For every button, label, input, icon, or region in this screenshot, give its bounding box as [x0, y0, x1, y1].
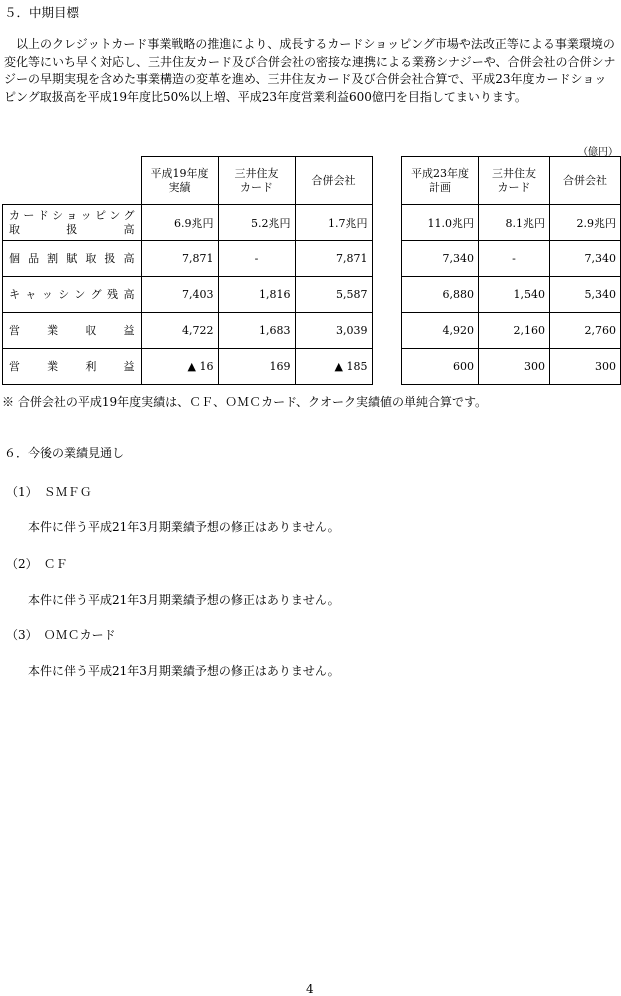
cell-smcc23: -	[479, 241, 550, 277]
table-row	[3, 313, 373, 349]
header-merged19: 合併会社	[295, 157, 372, 205]
cell-merged19: 3,039	[295, 313, 372, 349]
cell-merged23: 300	[550, 349, 621, 385]
header-smcc23: 三井住友 カード	[479, 157, 550, 205]
row-label: キャッシング残高	[3, 277, 142, 313]
cell-merged23: 2,760	[550, 313, 621, 349]
cell-fy23: 600	[402, 349, 479, 385]
cell-fy19: 7,403	[141, 277, 218, 313]
cell-smcc23: 8.1兆円	[479, 205, 550, 241]
cell-smcc19: 5.2兆円	[218, 205, 295, 241]
cell-merged23: 2.9兆円	[550, 205, 621, 241]
cell-smcc23: 300	[479, 349, 550, 385]
subsection-heading-omc: （3） ＯＭＣカード	[6, 628, 116, 642]
cell-fy23: 11.0兆円	[402, 205, 479, 241]
subsection-body-omc: 本件に伴う平成21年3月期業績予想の修正はありません。	[28, 664, 340, 678]
cell-merged19: 1.7兆円	[295, 205, 372, 241]
cell-smcc19: 1,816	[218, 277, 295, 313]
corner-cell	[3, 157, 142, 205]
header-fy19: 平成19年度 実績	[141, 157, 218, 205]
cell-merged23: 5,340	[550, 277, 621, 313]
section-5-paragraph: 以上のクレジットカード事業戦略の推進により、成長するカードショッピング市場や法改正等による事業環境の変化等にいち早く対応し、三井住友カード及び合併会社の密接な連携による業務シナジーや、合併会社の合併シナジーの早期実現を含めた事業構造の変革を進め、三井住友カード及び合併会社合算で、平成23年度カードショッピング取扱高を平成19年度比50%以上増、平成23年度営業利益600億円を目指してまいります。	[4, 37, 616, 104]
cell-smcc23: 2,160	[479, 313, 550, 349]
cell-merged19: 5,587	[295, 277, 372, 313]
row-label: 個品割賦取扱高	[3, 241, 142, 277]
table-row	[402, 313, 621, 349]
table-row	[402, 205, 621, 241]
cell-smcc19: 169	[218, 349, 295, 385]
cell-smcc23: 1,540	[479, 277, 550, 313]
table-row	[3, 349, 373, 385]
cell-fy19: 7,871	[141, 241, 218, 277]
page-number: 4	[306, 982, 314, 996]
cell-fy23: 6,880	[402, 277, 479, 313]
header-merged23: 合併会社	[550, 157, 621, 205]
cell-fy19: 4,722	[141, 313, 218, 349]
table-footnote: ※ 合併会社の平成19年度実績は、ＣＦ、ＯＭＣカード、クオーク実績値の単純合算です。	[2, 395, 488, 409]
cell-merged23: 7,340	[550, 241, 621, 277]
cell-fy19: 6.9兆円	[141, 205, 218, 241]
table-row	[402, 277, 621, 313]
row-label: カードショッピング 取 扱 高	[3, 205, 142, 241]
unit-label: （億円）	[578, 147, 618, 158]
subsection-heading-cf: （2） ＣＦ	[6, 557, 68, 571]
cell-fy23: 7,340	[402, 241, 479, 277]
fy23-plan-table	[401, 156, 621, 385]
cell-merged19: ▲ 185	[295, 349, 372, 385]
subsection-body-cf: 本件に伴う平成21年3月期業績予想の修正はありません。	[28, 593, 340, 607]
table-row	[3, 241, 373, 277]
table-row	[402, 241, 621, 277]
cell-smcc19: 1,683	[218, 313, 295, 349]
table-row	[3, 205, 373, 241]
cell-merged19: 7,871	[295, 241, 372, 277]
cell-smcc19: -	[218, 241, 295, 277]
subsection-body-smfg: 本件に伴う平成21年3月期業績予想の修正はありません。	[28, 520, 340, 534]
section-5-title: ５．中期目標	[4, 5, 80, 20]
header-fy23: 平成23年度 計画	[402, 157, 479, 205]
section-6-title: ６．今後の業績見通し	[4, 446, 125, 460]
cell-fy19: ▲ 16	[141, 349, 218, 385]
table-row	[402, 349, 621, 385]
cell-fy23: 4,920	[402, 313, 479, 349]
header-smcc19: 三井住友 カード	[218, 157, 295, 205]
fy19-table	[2, 156, 373, 385]
table-row	[3, 277, 373, 313]
subsection-heading-smfg: （1） ＳＭＦＧ	[6, 485, 92, 499]
row-label: 営 業 収 益	[3, 313, 142, 349]
row-label: 営 業 利 益	[3, 349, 142, 385]
